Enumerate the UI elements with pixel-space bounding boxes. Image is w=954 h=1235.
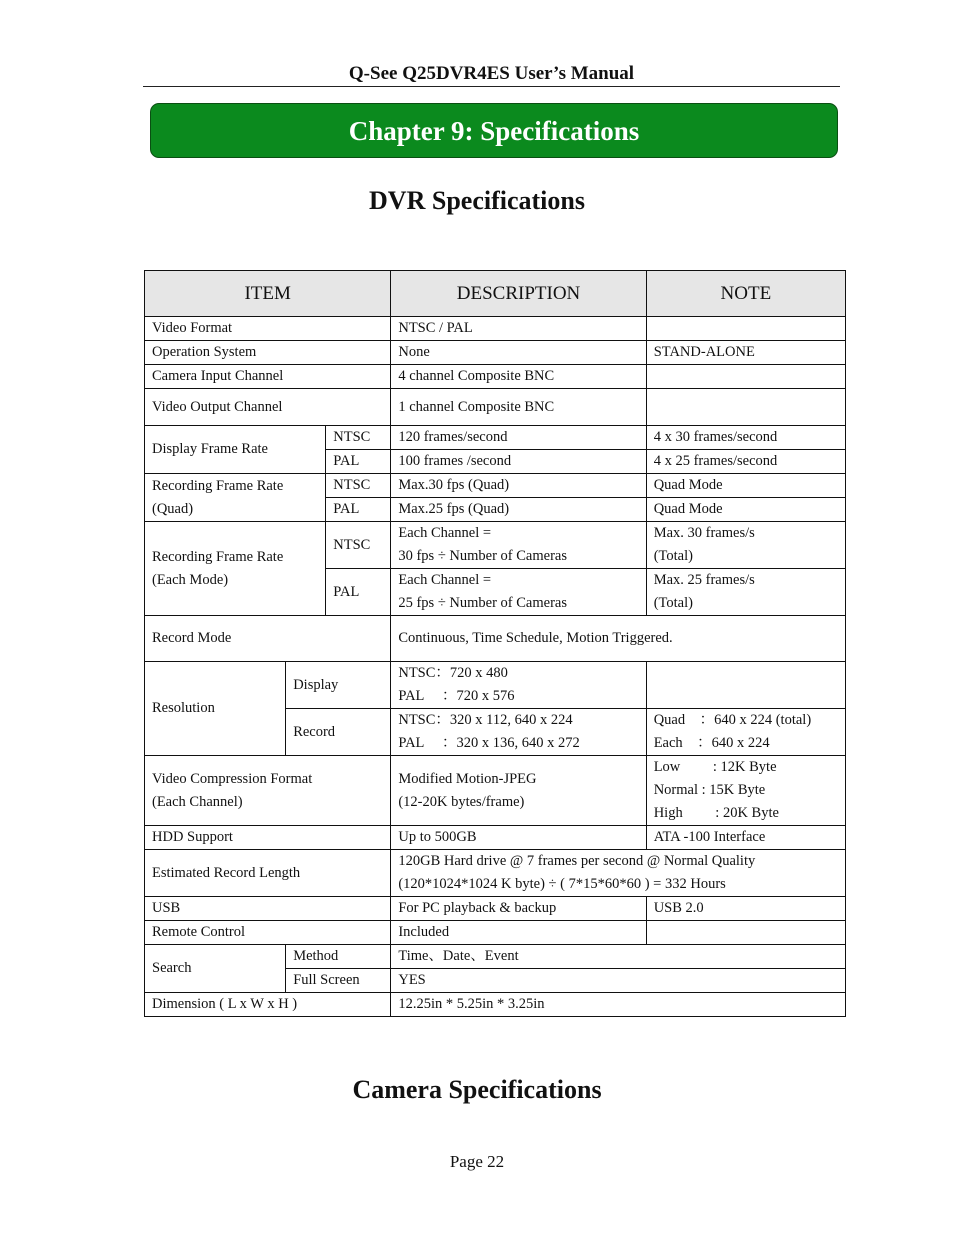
row-item: HDD Support <box>145 826 391 850</box>
desc-line: (120*1024*1024 K byte) ÷ ( 7*15*60*60 ) = 332 Hours <box>398 876 726 892</box>
row-item: USB <box>145 897 391 921</box>
note-line: (Total) <box>653 548 693 564</box>
sub-item-ntsc: NTSC <box>326 474 391 498</box>
camera-specs-heading: Camera Specifications <box>352 1075 602 1104</box>
table-row <box>145 826 846 850</box>
row-item <box>145 756 391 826</box>
row-description: Time、Date、Event <box>391 945 846 969</box>
row-description: Continuous, Time Schedule, Motion Triggered. <box>391 616 846 662</box>
table-row <box>145 921 846 945</box>
table-row <box>145 662 846 709</box>
table-header-row <box>145 271 846 317</box>
desc-line: 25 fps ÷ Number of Cameras <box>398 595 567 611</box>
row-description <box>391 709 646 756</box>
column-header-item: ITEM <box>145 271 391 317</box>
table-row <box>145 616 846 662</box>
row-note <box>646 389 845 426</box>
chapter-banner: Chapter 9: Specifications <box>150 103 838 158</box>
row-description: Max.30 fps (Quad) <box>391 474 646 498</box>
row-note <box>646 365 845 389</box>
sub-item-ntsc: NTSC <box>326 426 391 450</box>
row-description: YES <box>391 969 846 993</box>
table-row <box>145 897 846 921</box>
table-row <box>145 756 846 826</box>
row-description: 4 channel Composite BNC <box>391 365 646 389</box>
sub-item-method: Method <box>286 945 391 969</box>
table-row <box>145 365 846 389</box>
table-row <box>145 389 846 426</box>
table-row <box>145 850 846 897</box>
desc-line: Each Channel = <box>398 525 492 541</box>
table-row <box>145 317 846 341</box>
note-line: High : 20K Byte <box>653 805 779 821</box>
row-description <box>391 850 846 897</box>
row-description: Included <box>391 921 646 945</box>
row-item: Camera Input Channel <box>145 365 391 389</box>
row-note: ATA -100 Interface <box>646 826 845 850</box>
row-description: For PC playback & backup <box>391 897 646 921</box>
row-item <box>145 474 326 522</box>
row-note <box>646 662 845 709</box>
row-item: Resolution <box>145 662 286 756</box>
row-item: Estimated Record Length <box>145 850 391 897</box>
row-description: 120 frames/second <box>391 426 646 450</box>
row-note <box>646 756 845 826</box>
table-row <box>145 426 846 450</box>
sub-item-full-screen: Full Screen <box>286 969 391 993</box>
sub-item-ntsc: NTSC <box>326 522 391 569</box>
item-line: (Each Mode) <box>152 571 229 588</box>
row-item <box>145 522 326 616</box>
row-description: Up to 500GB <box>391 826 646 850</box>
page-number: Page 22 <box>449 1152 505 1171</box>
row-description: Max.25 fps (Quad) <box>391 498 646 522</box>
row-description <box>391 756 646 826</box>
desc-line: 30 fps ÷ Number of Cameras <box>398 548 567 564</box>
sub-item-pal: PAL <box>326 498 391 522</box>
row-description: 1 channel Composite BNC <box>391 389 646 426</box>
row-item: Record Mode <box>145 616 391 662</box>
desc-line: NTSC：720 x 480 <box>398 665 508 681</box>
desc-line: 120GB Hard drive @ 7 frames per second @ Normal Quality <box>398 853 756 869</box>
table-row <box>145 522 846 569</box>
row-item: Search <box>145 945 286 993</box>
row-note <box>646 522 845 569</box>
item-line: Recording Frame Rate <box>152 477 284 494</box>
row-note <box>646 709 845 756</box>
item-line: (Quad) <box>152 500 194 517</box>
row-note: 4 x 30 frames/second <box>646 426 845 450</box>
row-note: Quad Mode <box>646 498 845 522</box>
note-line: Max. 30 frames/s <box>653 525 755 541</box>
row-note: STAND-ALONE <box>646 341 845 365</box>
row-item: Dimension ( L x W x H ) <box>145 993 391 1017</box>
sub-item-pal: PAL <box>326 569 391 616</box>
item-line: Video Compression Format <box>152 770 313 787</box>
row-item: Display Frame Rate <box>145 426 326 474</box>
dvr-specs-heading: DVR Specifications <box>369 186 585 215</box>
row-item: Video Format <box>145 317 391 341</box>
row-description: None <box>391 341 646 365</box>
row-description: 100 frames /second <box>391 450 646 474</box>
row-note <box>646 317 845 341</box>
item-line: Recording Frame Rate <box>152 548 284 565</box>
sub-item-display: Display <box>286 662 391 709</box>
row-note: Quad Mode <box>646 474 845 498</box>
row-description: NTSC / PAL <box>391 317 646 341</box>
desc-line: PAL ：320 x 136, 640 x 272 <box>398 735 580 751</box>
row-description <box>391 662 646 709</box>
row-note <box>646 921 845 945</box>
row-item: Video Output Channel <box>145 389 391 426</box>
running-header: Q-See Q25DVR4ES User’s Manual <box>143 62 840 87</box>
row-note <box>646 569 845 616</box>
sub-item-record: Record <box>286 709 391 756</box>
desc-line: Modified Motion-JPEG <box>398 770 537 787</box>
note-line: Max. 25 frames/s <box>653 572 755 588</box>
table-row <box>145 474 846 498</box>
note-line: Normal : 15K Byte <box>653 782 766 798</box>
table-row <box>145 945 846 969</box>
desc-line: NTSC：320 x 112, 640 x 224 <box>398 712 573 728</box>
row-description <box>391 522 646 569</box>
desc-line: Each Channel = <box>398 572 492 588</box>
table-row <box>145 993 846 1017</box>
note-line: (Total) <box>653 595 693 611</box>
row-item: Operation System <box>145 341 391 365</box>
row-note: 4 x 25 frames/second <box>646 450 845 474</box>
note-line: Quad ：640 x 224 (total) <box>653 712 812 728</box>
row-note: USB 2.0 <box>646 897 845 921</box>
row-description: 12.25in * 5.25in * 3.25in <box>391 993 846 1017</box>
item-line: (Each Channel) <box>152 793 243 810</box>
desc-line: (12-20K bytes/frame) <box>398 793 525 810</box>
row-description <box>391 569 646 616</box>
note-line: Low : 12K Byte <box>653 759 777 775</box>
column-header-note: NOTE <box>646 271 845 317</box>
sub-item-pal: PAL <box>326 450 391 474</box>
dvr-spec-table <box>144 270 846 1017</box>
row-item: Remote Control <box>145 921 391 945</box>
desc-line: PAL ：720 x 576 <box>398 688 515 704</box>
note-line: Each ：640 x 224 <box>653 735 770 751</box>
column-header-description: DESCRIPTION <box>391 271 646 317</box>
table-row <box>145 341 846 365</box>
